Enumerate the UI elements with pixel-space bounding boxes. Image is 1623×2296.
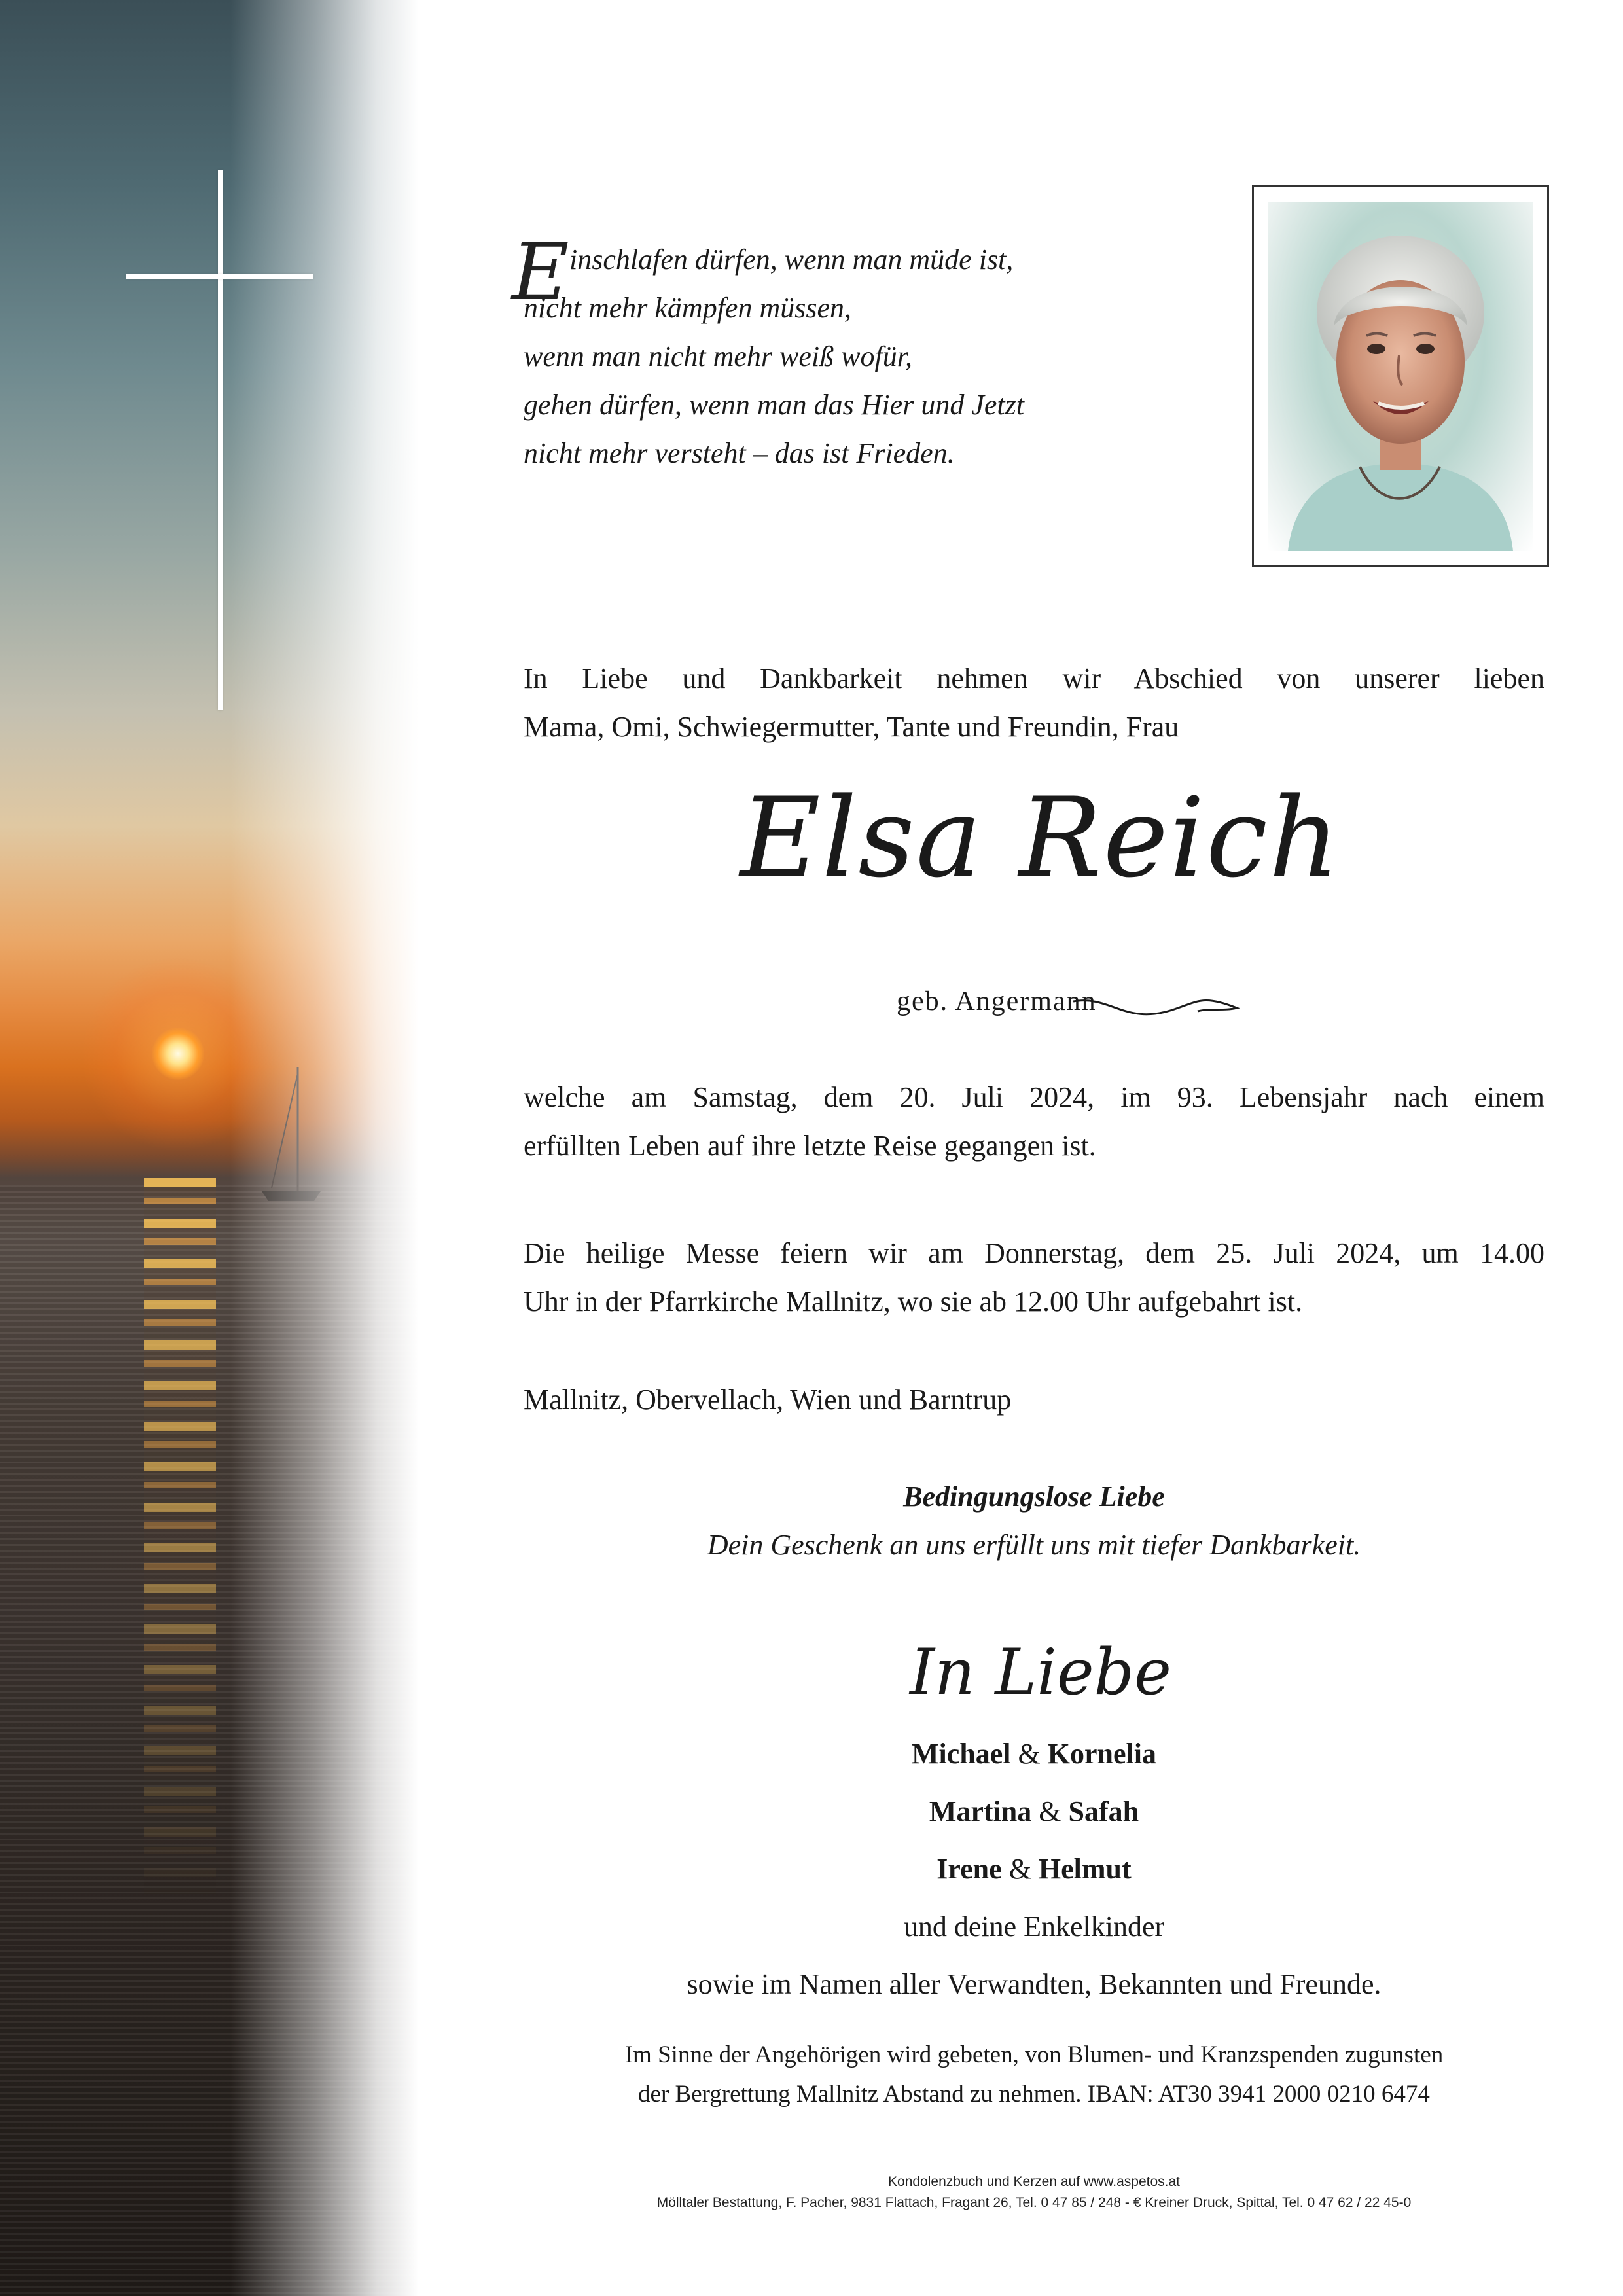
donation-note (497, 2036, 1571, 2114)
poem (512, 227, 1178, 478)
places-line: Mallnitz, Obervellach, Wien und Barntrup (524, 1384, 1012, 1416)
poem-line: inschlafen dürfen, wenn man müde ist, (569, 243, 1014, 276)
motto-text: Dein Geschenk an uns erfüllt uns mit tiefer Dankbarkeit. (707, 1529, 1361, 1561)
footer-line: Kondolenzbuch und Kerzen auf www.aspetos.at (888, 2174, 1180, 2189)
mourner-couple (524, 1725, 1544, 1783)
ampersand: & (1018, 1738, 1041, 1770)
intro-line: Mama, Omi, Schwiegermutter, Tante und Freundin, Frau (524, 711, 1179, 743)
mass-line: Uhr in der Pfarrkirche Mallnitz, wo sie ab 12.00 Uhr aufgebahrt ist. (524, 1285, 1303, 1318)
poem-line: nicht mehr versteht – das ist Frieden. (524, 437, 955, 469)
footer (497, 2172, 1571, 2214)
intro-line: In Liebe und Dankbarkeit nehmen wir Abschied von unserer lieben (524, 662, 1544, 694)
mourners-list (524, 1725, 1544, 2013)
cross-icon-bar (126, 274, 313, 279)
mourner-name: Kornelia (1047, 1738, 1156, 1770)
mourner-name: Safah (1068, 1795, 1139, 1827)
mourner-name: Martina (929, 1795, 1032, 1827)
donation-line: Im Sinne der Angehörigen wird gebeten, von Blumen- und Kranzspenden zugunsten (624, 2041, 1444, 2068)
death-notice-line: erfüllten Leben auf ihre letzte Reise gegangen ist. (524, 1130, 1096, 1162)
death-notice-paragraph (524, 1073, 1544, 1170)
portrait-illustration (1268, 202, 1533, 551)
mass-line: Die heilige Messe feiern wir am Donnerstag, dem 25. Juli 2024, um 14.00 (524, 1237, 1544, 1269)
mourner-name: Helmut (1038, 1853, 1132, 1885)
portrait-frame (1252, 185, 1549, 567)
poem-line: gehen dürfen, wenn man das Hier und Jetzt (524, 389, 1024, 421)
intro-paragraph (524, 655, 1544, 751)
footer-line: Mölltaler Bestattung, F. Pacher, 9831 Flattach, Fragant 26, Tel. 0 47 85 / 248 - € Kreiner Druck, Spittal, Tel. 0 47 62 / 22 45-0 (656, 2195, 1412, 2210)
poem-initial: E (512, 227, 569, 318)
motto-title: Bedingungslose Liebe (903, 1480, 1165, 1513)
deceased-name: Elsa Reich (740, 774, 1342, 902)
poem-line: nicht mehr kämpfen müssen, (524, 292, 852, 324)
motto (524, 1473, 1544, 1570)
mourner-couple (524, 1840, 1544, 1898)
sunset-photo-strip (0, 0, 419, 2296)
mass-paragraph (524, 1229, 1544, 1326)
death-notice-line: welche am Samstag, dem 20. Juli 2024, im 93. Lebensjahr nach einem (524, 1081, 1544, 1113)
ampersand: & (1039, 1795, 1061, 1827)
cross-icon (218, 170, 223, 710)
maiden-name: geb. Angermann (897, 986, 1097, 1016)
grandchildren: und deine Enkelkinder (903, 1910, 1165, 1943)
donation-line: der Bergrettung Mallnitz Abstand zu nehmen. IBAN: AT30 3941 2000 0210 6474 (638, 2081, 1430, 2108)
mourner-name: Irene (936, 1853, 1002, 1885)
poem-line: wenn man nicht mehr weiß wofür, (524, 340, 912, 372)
ampersand: & (1008, 1853, 1031, 1885)
in-liebe-heading: In Liebe (910, 1636, 1171, 1709)
relatives-note: sowie im Namen aller Verwandten, Bekannten und Freunde. (687, 1968, 1382, 2000)
mourner-couple (524, 1783, 1544, 1840)
places (524, 1376, 1544, 1424)
strip-fade-overlay (0, 0, 419, 2296)
mourner-name: Michael (912, 1738, 1011, 1770)
portrait-photo (1268, 202, 1533, 551)
